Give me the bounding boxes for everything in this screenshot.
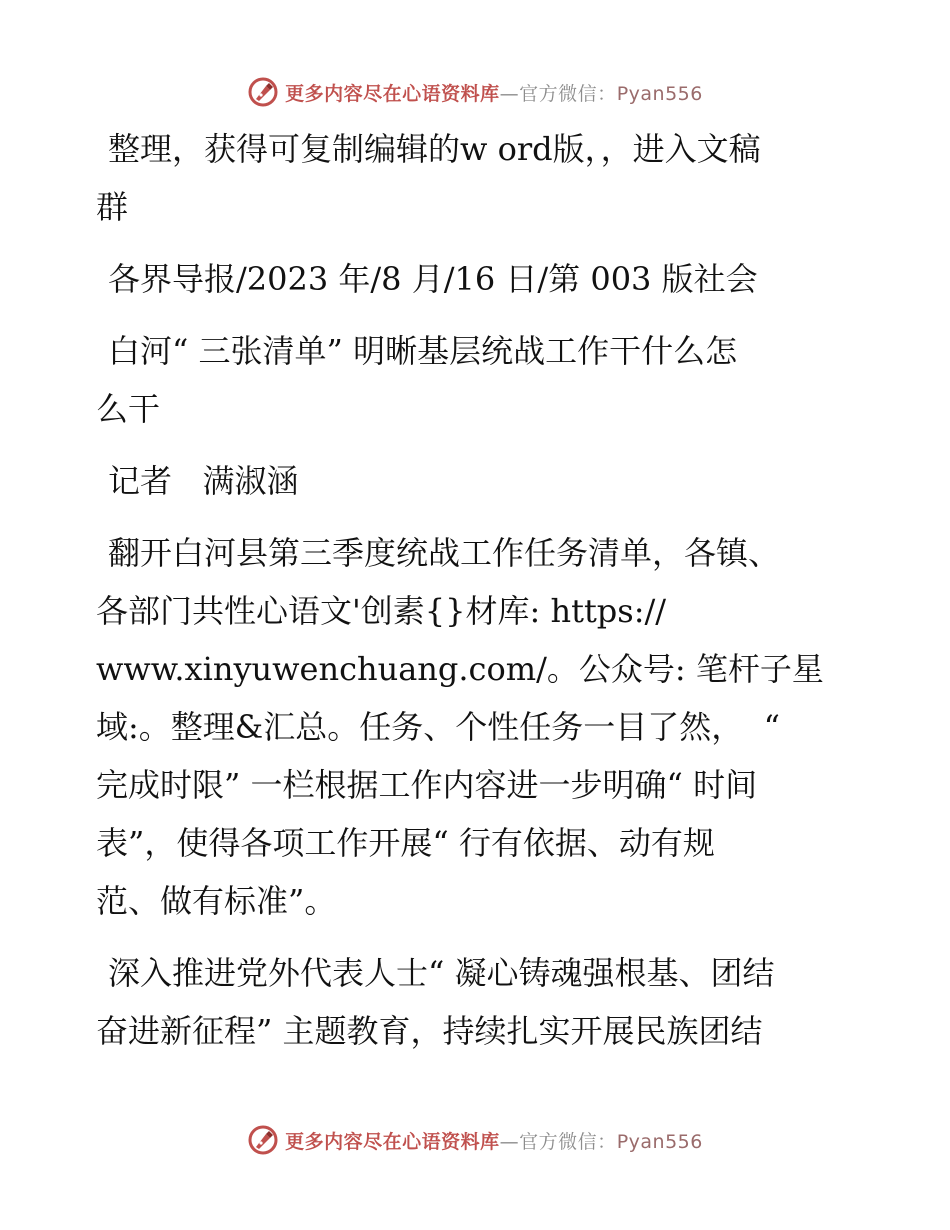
body-line: 深入推进党外代表人士“ 凝心铸魂强根基、团结 bbox=[108, 954, 775, 992]
body-line: 完成时限” 一栏根据工作内容进一步明确“ 时间 bbox=[96, 766, 758, 804]
intro-paragraph bbox=[96, 120, 856, 236]
byline bbox=[96, 452, 856, 510]
body-line: 域:。整理&汇总。任务、个性任务一目了然， “ bbox=[96, 708, 780, 746]
body-line: 奋进新征程” 主题教育，持续扎实开展民族团结 bbox=[96, 1012, 763, 1050]
watermark-wechat-id: Pyan556 bbox=[616, 1130, 703, 1153]
byline-text: 记者 满淑涵 bbox=[108, 462, 299, 500]
source-text: 各界导报/2023 年/8 月/16 日/第 003 版社会 bbox=[108, 260, 758, 298]
watermark-text bbox=[285, 79, 703, 106]
watermark-wechat-id: Pyan556 bbox=[616, 82, 703, 105]
watermark-site-label: 更多内容尽在心语资料库 bbox=[285, 1130, 500, 1153]
body-line: 各部门共性心语文'创素{}材库: https:// bbox=[96, 592, 667, 630]
headline-line: 白河“ 三张清单” 明晰基层统战工作干什么怎 bbox=[108, 332, 738, 370]
intro-line: 整理，获得可复制编辑的w ord版，，进入文稿 bbox=[108, 130, 761, 168]
watermark-header bbox=[0, 72, 950, 112]
watermark-dash: — bbox=[499, 82, 520, 105]
watermark-official-label: 官方微信： bbox=[519, 1130, 617, 1153]
pen-nib-icon bbox=[247, 76, 279, 108]
body-line: 表”，使得各项工作开展“ 行有依据、动有规 bbox=[96, 824, 715, 862]
watermark-footer bbox=[0, 1120, 950, 1160]
watermark-text bbox=[285, 1127, 703, 1154]
document-body bbox=[96, 120, 856, 1074]
watermark-official-label: 官方微信： bbox=[519, 82, 617, 105]
body-line: 范、做有标准”。 bbox=[96, 882, 337, 920]
headline-line: 么干 bbox=[96, 390, 161, 428]
watermark-site-label: 更多内容尽在心语资料库 bbox=[285, 82, 500, 105]
headline bbox=[96, 322, 856, 438]
body-paragraph-1 bbox=[96, 524, 856, 930]
pen-nib-icon bbox=[247, 1124, 279, 1156]
source-line bbox=[96, 250, 856, 308]
body-line: www.xinyuwenchuang.com/。公众号: 笔杆子星 bbox=[96, 650, 824, 688]
body-line: 翻开白河县第三季度统战工作任务清单，各镇、 bbox=[108, 534, 781, 572]
watermark-dash: — bbox=[499, 1130, 520, 1153]
body-paragraph-2 bbox=[96, 944, 856, 1060]
intro-line: 群 bbox=[96, 188, 129, 226]
